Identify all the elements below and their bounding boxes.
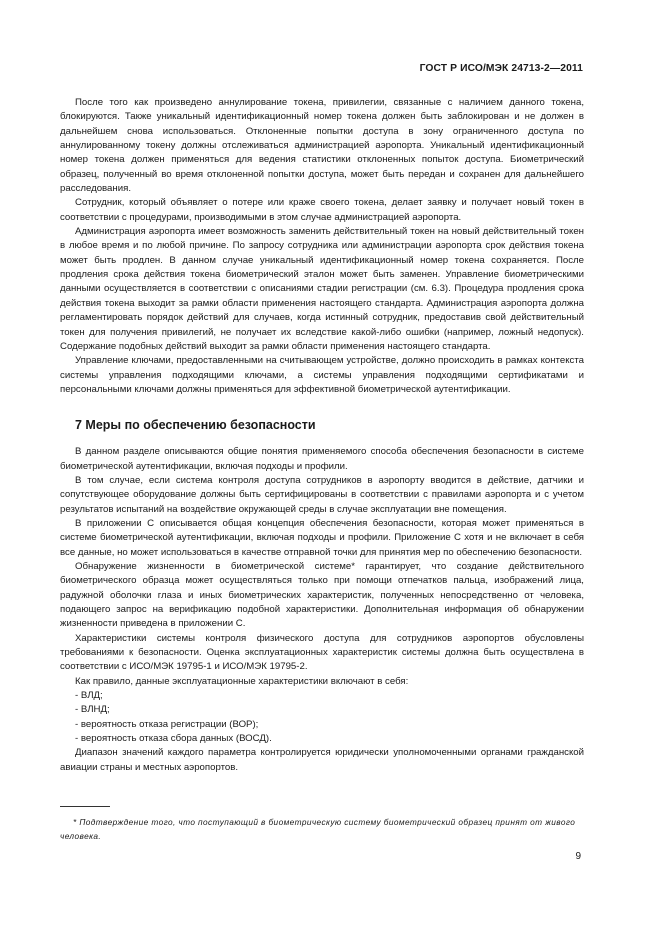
paragraph: В данном разделе описываются общие понятия применяемого способа обеспечения безопасности в системе биометрической аутентификации, включая подходы и профили. [60, 446, 584, 472]
document-body [60, 96, 584, 775]
paragraph: В приложении С описывается общая концепция обеспечения безопасности, которая может применяться в системе биометрической аутентификации, включая подходы и профили. Приложение С хотя и не включает в себя все данные, но может использоваться в качестве отправной точки для принятия мер по обеспечению безопасности. [60, 517, 584, 558]
document-header: ГОСТ Р ИСО/МЭК 24713-2—2011 [419, 63, 583, 74]
paragraph: Как правило, данные эксплуатационные характеристики включают в себя: [75, 675, 409, 687]
paragraph: В том случае, если система контроля доступа сотрудников в аэропорту вводится в действие, датчики и сопутствующее оборудование должны быть сертифицированы в соответствии с правилами аэропорта и с учетом результатов испытаний на воздействие окружающей среды в случае эксплуатации вне помещения. [60, 474, 584, 515]
paragraph: Диапазон значений каждого параметра контролируется юридически уполномоченными органами гражданской авиации страны и местных аэропортов. [60, 747, 584, 773]
paragraph: Сотрудник, который объявляет о потере или краже своего токена, делает заявку и получает новый токен в соответствии с процедурами, производимыми в этом случае администрацией аэропорта. [60, 197, 584, 223]
page-number: 9 [575, 851, 581, 862]
paragraph: Обнаружение жизненности в биометрической системе* гарантирует, что создание действительного биометрического образца может осуществляться только при помощи отпечатков пальца, изображений лица, радужной оболочки глаза и иных биометрических характеристик, полученных непосредственно от человека, подающего запрос на верификацию подобной характеристики. Дополнительная информация об обнаружении жизненности приведена в приложении С. [60, 560, 584, 630]
list-item: - ВЛНД; [75, 704, 110, 716]
paragraph: Управление ключами, предоставленными на считывающем устройстве, должно происходить в рамках контекста системы управления подходящими ключами, а системы управления подходящими сертификатами и персональными ключами должны применяться для эффективной биометрической аутентификации. [60, 355, 584, 395]
footnote-divider [60, 806, 110, 807]
footnote: * Подтверждение того, что поступающий в биометрическую систему биометрический образец принят от живого человека. [60, 817, 576, 841]
paragraph: После того как произведено аннулирование токена, привилегии, связанные с наличием данного токена, блокируются. Также уникальный идентификационный номер токена должен быть заблокирован и не должен в дальнейшем снова использоваться. Отклоненные попытки доступа в зону ограниченного доступа по аннулированному токену должны отслеживаться администрацией аэропорта. Уникальный идентификационный номер токена должен применяться для ведения статистики отклоненных попыток доступа. Биометрический образец, полученный во время отклоненной попытки доступа, может быть передан и сохранен для дальнейшего расследования. [60, 97, 584, 195]
list-item: - вероятность отказа сбора данных (ВОСД). [75, 733, 272, 745]
list-item: - ВЛД; [75, 690, 103, 702]
list-item: - вероятность отказа регистрации (ВОР); [75, 718, 259, 730]
paragraph: Характеристики системы контроля физического доступа для сотрудников аэропортов обусловлены требованиями к безопасности. Оценка эксплуатационных характеристик системы должна быть осуществлена в соответствии с ИСО/МЭК 19795-1 и ИСО/МЭК 19795-2. [60, 632, 584, 673]
paragraph: Администрация аэропорта имеет возможность заменить действительный токен на новый действительный токен в любое время и по любой причине. По запросу сотрудника или администрации аэропорта срок действия токена может быть продлен. В данном случае уникальный идентификационный номер токена сохраняется. После продления срока действия токена биометрический эталон может быть заменен. Управление биометрическими данными осуществляется в соответствии с описаниями стадии регистрации (см. 6.3). Процедура продления срока действия токена выходит за рамки области применения настоящего стандарта. Администрация аэропорта должна регламентировать порядок действий для случаев, когда истинный сотрудник, предоставив свой действительный токен для получения привилегий, не получает их вследствие какой-либо ошибки (например, ложный недопуск). Содержание подобных действий выходит за рамки области применения настоящего стандарта. [60, 226, 584, 352]
section-heading: 7 Меры по обеспечению безопасности [75, 418, 316, 433]
